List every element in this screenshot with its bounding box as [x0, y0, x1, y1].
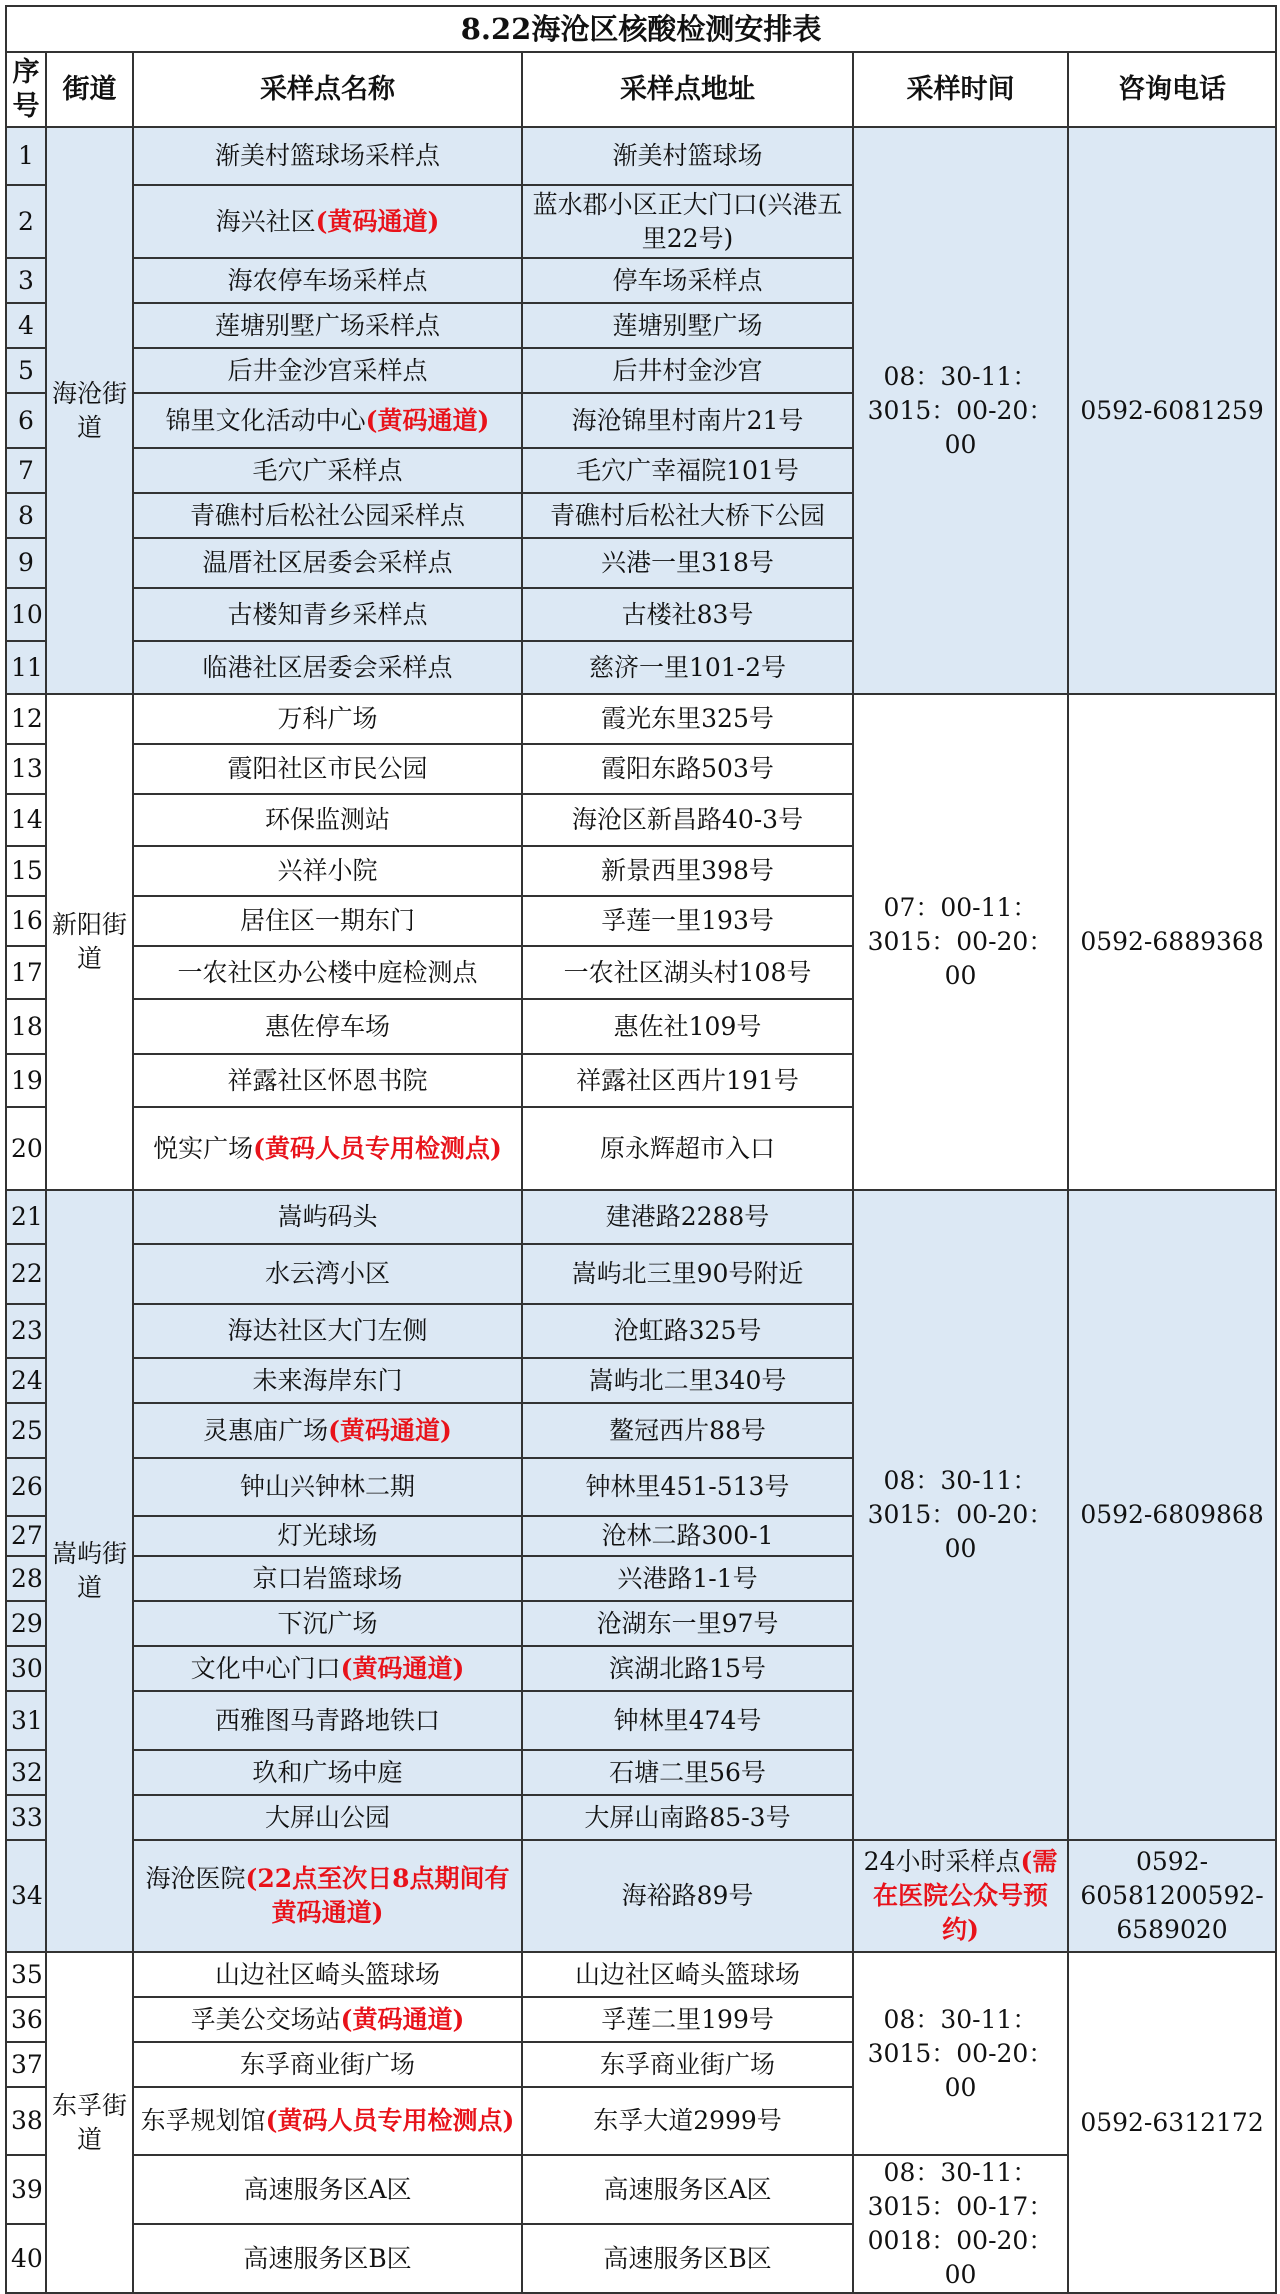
- site-name: 海沧医院: [145, 1864, 246, 1893]
- time-range: 08：30-11：30: [867, 361, 1038, 425]
- table-row: [6, 127, 1276, 185]
- row-index: 16: [6, 896, 46, 946]
- site-name-cell: [133, 694, 522, 744]
- time-24h: 24小时采样点: [863, 1847, 1021, 1876]
- site-note: (黄码人员专用检测点): [265, 2106, 515, 2135]
- site-name-cell: [133, 348, 522, 393]
- row-index: 8: [6, 493, 46, 538]
- yellow-code-tag: (黄码通道): [328, 1415, 452, 1445]
- site-address-cell: 海沧区新昌路40-3号: [522, 794, 853, 846]
- site-name-cell: [133, 1244, 522, 1304]
- site-name-cell: [133, 1516, 522, 1556]
- site-name: 文化中心门口: [190, 1653, 341, 1683]
- site-name: 悦实广场: [153, 1133, 254, 1163]
- time-cell: [853, 2155, 1068, 2293]
- time-range: 15：00-17：00: [867, 2192, 1054, 2255]
- site-address-cell: 海裕路89号: [522, 1840, 853, 1952]
- site-name-cell: [133, 896, 522, 946]
- site-name-cell: [133, 2155, 522, 2224]
- phone-number: 0592-6589020: [1116, 1881, 1264, 1944]
- site-name-cell: [133, 1952, 522, 1997]
- site-address-cell: 停车场采样点: [522, 258, 853, 303]
- site-name: 玖和广场中庭: [252, 1757, 403, 1787]
- table-row: [6, 694, 1276, 744]
- site-name-cell: [133, 999, 522, 1054]
- row-index: 11: [6, 641, 46, 694]
- row-index: 7: [6, 448, 46, 493]
- site-name: 灵惠庙广场: [203, 1415, 329, 1445]
- row-index: 1: [6, 127, 46, 185]
- table-body: [6, 127, 1276, 2293]
- site-name: 山边社区崎头篮球场: [214, 1959, 440, 1989]
- site-name-cell: [133, 185, 522, 258]
- site-address-cell: 钟林里474号: [522, 1691, 853, 1750]
- site-name-cell: [133, 1646, 522, 1691]
- site-name-cell: [133, 303, 522, 348]
- site-name: 东孚规划馆: [140, 2106, 266, 2135]
- site-address-cell: 钟林里451-513号: [522, 1458, 853, 1516]
- site-address-cell: 霞光东里325号: [522, 694, 853, 744]
- header-site-address: 采样点地址: [522, 52, 853, 127]
- phone-cell: [1068, 1840, 1276, 1952]
- site-name-cell: [133, 493, 522, 538]
- header-street: 街道: [46, 52, 133, 127]
- row-index: 25: [6, 1403, 46, 1458]
- row-index: 36: [6, 1997, 46, 2042]
- site-name-cell: [133, 1691, 522, 1750]
- site-address-cell: 沧湖东一里97号: [522, 1601, 853, 1646]
- site-name: 嵩屿码头: [277, 1202, 378, 1231]
- site-address-cell: 兴港路1-1号: [522, 1556, 853, 1601]
- header-row: [6, 52, 1276, 127]
- site-name-cell: [133, 1795, 522, 1840]
- site-address-cell: 滨湖北路15号: [522, 1646, 853, 1691]
- site-name-cell: [133, 846, 522, 896]
- row-index: 39: [6, 2155, 46, 2224]
- site-address-cell: 孚莲二里199号: [522, 1997, 853, 2042]
- yellow-code-tag: (黄码通道): [365, 405, 490, 435]
- row-index: 13: [6, 744, 46, 794]
- row-index: 15: [6, 846, 46, 896]
- site-name: 钟山兴钟林二期: [239, 1472, 415, 1501]
- row-index: 6: [6, 393, 46, 448]
- site-name: 西雅图马青路地铁口: [214, 1705, 440, 1735]
- yellow-code-tag: (黄码通道): [340, 2004, 465, 2034]
- site-name-cell: [133, 1304, 522, 1358]
- site-name-cell: [133, 1750, 522, 1795]
- phone-cell: 0592-6312172: [1068, 1952, 1276, 2293]
- schedule-table: [5, 5, 1277, 2294]
- time-range: 15：00-20：00: [899, 395, 1054, 459]
- site-name-cell: [133, 641, 522, 694]
- time-range: 08：30-11：30: [867, 2158, 1038, 2221]
- row-index: 3: [6, 258, 46, 303]
- site-name-cell: [133, 588, 522, 641]
- site-name-cell: [133, 1107, 522, 1190]
- site-name-cell: [133, 538, 522, 588]
- site-name-cell: [133, 1458, 522, 1516]
- site-name-cell: [133, 1054, 522, 1107]
- site-name-cell: [133, 127, 522, 185]
- site-note: (22点至次日8点期间有黄码: [245, 1864, 510, 1927]
- row-index: 23: [6, 1304, 46, 1358]
- site-name: 海农停车场采样点: [227, 265, 428, 295]
- header-phone: 咨询电话: [1068, 52, 1276, 127]
- site-name: 下沉广场: [277, 1608, 378, 1638]
- site-name: 灯光球场: [277, 1521, 378, 1550]
- site-name: 青礁村后松社公园采样点: [189, 500, 465, 530]
- site-address-cell: 沧虹路325号: [522, 1304, 853, 1358]
- site-address-cell: 原永辉超市入口: [522, 1107, 853, 1190]
- site-name: 一农社区办公楼中庭检测点: [177, 957, 478, 987]
- site-address-cell: 慈济一里101-2号: [522, 641, 853, 694]
- site-name: 毛穴广采样点: [252, 455, 403, 485]
- row-index: 31: [6, 1691, 46, 1750]
- row-index: 37: [6, 2042, 46, 2087]
- row-index: 40: [6, 2224, 46, 2293]
- site-address-cell: 后井村金沙宫: [522, 348, 853, 393]
- site-address-cell: 毛穴广幸福院101号: [522, 448, 853, 493]
- site-name: 兴祥小院: [277, 856, 378, 885]
- time-range: 07：00-11：30: [867, 893, 1038, 956]
- site-name: 后井金沙宫采样点: [227, 355, 428, 385]
- table-row: [6, 1952, 1276, 1997]
- phone-cell: 0592-6081259: [1068, 127, 1276, 694]
- site-address-note: (兴港五里22号): [641, 189, 843, 253]
- site-name-cell: [133, 2042, 522, 2087]
- site-name: 大屏山公园: [264, 1802, 390, 1832]
- site-address-cell: 嵩屿北三里90号附近: [522, 1244, 853, 1304]
- time-cell: [853, 127, 1068, 694]
- site-address-cell: 渐美村篮球场: [522, 127, 853, 185]
- site-name: 居住区一期东门: [239, 906, 415, 935]
- row-index: 14: [6, 794, 46, 846]
- row-index: 26: [6, 1458, 46, 1516]
- site-note-cont: 通道): [321, 1898, 384, 1927]
- site-name: 临港社区居委会采样点: [202, 652, 453, 682]
- time-range: 15：00-20：00: [899, 1500, 1054, 1563]
- phone-cell: 0592-6889368: [1068, 694, 1276, 1190]
- site-note: (黄码人员专用检测点): [253, 1133, 502, 1163]
- site-address-cell: 一农社区湖头村108号: [522, 946, 853, 999]
- site-name: 高速服务区A区: [243, 2174, 412, 2204]
- site-address-cell: 兴港一里318号: [522, 538, 853, 588]
- row-index: 2: [6, 185, 46, 258]
- street-suffix: 街道: [76, 2090, 128, 2154]
- site-address-cell: 孚莲一里193号: [522, 896, 853, 946]
- site-name: 霞阳社区市民公园: [227, 754, 428, 783]
- site-address-cell: 青礁村后松社大桥下公园: [522, 493, 853, 538]
- site-name-cell: [133, 1556, 522, 1601]
- time-cell: [853, 1190, 1068, 1840]
- row-index: 18: [6, 999, 46, 1054]
- site-name-cell: [133, 1358, 522, 1403]
- site-name-cell: [133, 794, 522, 846]
- yellow-code-tag: (黄码通道): [315, 206, 440, 236]
- row-index: 32: [6, 1750, 46, 1795]
- street-cell: [46, 694, 133, 1190]
- site-name: 温厝社区居委会采样点: [202, 548, 453, 577]
- street-cell: [46, 127, 133, 694]
- site-name-cell: [133, 2087, 522, 2155]
- site-name: 莲塘别墅广场采样点: [214, 310, 440, 340]
- phone-number: 0592-6058120: [1080, 1847, 1209, 1910]
- site-name-cell: [133, 946, 522, 999]
- row-index: 4: [6, 303, 46, 348]
- site-address-cell: 海沧锦里村南片21号: [522, 393, 853, 448]
- row-index: 12: [6, 694, 46, 744]
- site-name: 渐美村篮球场采样点: [214, 141, 440, 170]
- site-name-cell: [133, 258, 522, 303]
- time-cell: [853, 1840, 1068, 1952]
- site-address-cell: 古楼社83号: [522, 588, 853, 641]
- site-address: 蓝水郡小区正大门口: [532, 189, 758, 219]
- row-index: 9: [6, 538, 46, 588]
- site-address-cell: 东孚商业街广场: [522, 2042, 853, 2087]
- header-site-name: 采样点名称: [133, 52, 522, 127]
- row-index: 24: [6, 1358, 46, 1403]
- site-name: 孚美公交场站: [190, 2004, 341, 2034]
- street-name: 嵩屿: [51, 1539, 102, 1568]
- site-address-cell: 高速服务区B区: [522, 2224, 853, 2293]
- site-address-cell: 鳌冠西片88号: [522, 1403, 853, 1458]
- site-name: 祥露社区怀恩书院: [227, 1065, 428, 1095]
- row-index: 17: [6, 946, 46, 999]
- site-address-cell: 山边社区崎头篮球场: [522, 1952, 853, 1997]
- site-name-cell: [133, 1601, 522, 1646]
- site-name-cell: [133, 2224, 522, 2293]
- time-range: 08：30-11：30: [867, 1466, 1038, 1529]
- site-name-cell: [133, 393, 522, 448]
- table-title: 8.22海沧区核酸检测安排表: [6, 6, 1276, 52]
- table-row: [6, 1190, 1276, 1244]
- row-index: 22: [6, 1244, 46, 1304]
- row-index: 33: [6, 1795, 46, 1840]
- table-row: [6, 1840, 1276, 1952]
- site-name: 锦里文化活动中心: [165, 405, 366, 435]
- site-name-cell: [133, 448, 522, 493]
- time-note: (需在医院公众: [872, 1847, 1058, 1910]
- row-index: 20: [6, 1107, 46, 1190]
- site-address-cell: 新景西里398号: [522, 846, 853, 896]
- street-name: 东孚: [51, 2090, 102, 2120]
- time-range: 18：00-20：00: [899, 2226, 1054, 2289]
- yellow-code-tag: (黄码通道): [340, 1653, 465, 1683]
- site-address-cell: 霞阳东路503号: [522, 744, 853, 794]
- site-address-cell: 莲塘别墅广场: [522, 303, 853, 348]
- site-name: 惠佐停车场: [264, 1011, 390, 1041]
- street-cell: [46, 1190, 133, 1952]
- site-name-cell: [133, 1403, 522, 1458]
- site-address-cell: 嵩屿北二里340号: [522, 1358, 853, 1403]
- time-range: 08：30-11：30: [867, 2004, 1038, 2068]
- site-address-cell: 石塘二里56号: [522, 1750, 853, 1795]
- site-name: 水云湾小区: [264, 1259, 390, 1288]
- site-name: 环保监测站: [264, 805, 390, 834]
- street-name: 新阳: [51, 910, 102, 939]
- site-address-cell: 东孚大道2999号: [522, 2087, 853, 2155]
- row-index: 27: [6, 1516, 46, 1556]
- street-cell: [46, 1952, 133, 2293]
- site-address-cell: 祥露社区西片191号: [522, 1054, 853, 1107]
- site-name-cell: [133, 744, 522, 794]
- time-range: 15：00-20：00: [899, 2038, 1054, 2102]
- row-index: 19: [6, 1054, 46, 1107]
- site-name: 古楼知青乡采样点: [227, 599, 428, 629]
- row-index: 10: [6, 588, 46, 641]
- row-index: 34: [6, 1840, 46, 1952]
- site-address-cell: 高速服务区A区: [522, 2155, 853, 2224]
- street-suffix: 街道: [76, 1539, 128, 1602]
- time-range: 15：00-20：00: [899, 927, 1054, 990]
- header-index: 序 号: [6, 52, 46, 127]
- street-suffix: 街道: [76, 378, 128, 442]
- row-index: 5: [6, 348, 46, 393]
- site-address-cell: 沧林二路300-1: [522, 1516, 853, 1556]
- site-address-cell: 惠佐社109号: [522, 999, 853, 1054]
- site-name: 东孚商业街广场: [239, 2049, 415, 2079]
- row-index: 21: [6, 1190, 46, 1244]
- row-index: 28: [6, 1556, 46, 1601]
- time-note-cont: 号预约): [942, 1881, 1049, 1944]
- site-name: 海兴社区: [215, 206, 316, 236]
- site-name: 高速服务区B区: [243, 2243, 412, 2273]
- site-name: 万科广场: [277, 704, 378, 733]
- site-address-cell: [522, 185, 853, 258]
- time-cell: [853, 694, 1068, 1190]
- row-index: 29: [6, 1601, 46, 1646]
- site-name-cell: [133, 1840, 522, 1952]
- row-index: 30: [6, 1646, 46, 1691]
- site-name: 京口岩篮球场: [252, 1563, 403, 1593]
- street-name: 海沧: [51, 378, 102, 408]
- site-name: 未来海岸东门: [252, 1365, 403, 1395]
- time-cell: [853, 1952, 1068, 2155]
- row-index: 38: [6, 2087, 46, 2155]
- site-name-cell: [133, 1997, 522, 2042]
- header-sampling-time: 采样时间: [853, 52, 1068, 127]
- site-address-cell: 大屏山南路85-3号: [522, 1795, 853, 1840]
- row-index: 35: [6, 1952, 46, 1997]
- street-suffix: 街道: [76, 910, 128, 973]
- phone-cell: 0592-6809868: [1068, 1190, 1276, 1840]
- site-name-cell: [133, 1190, 522, 1244]
- site-name: 海达社区大门左侧: [227, 1316, 428, 1345]
- site-address-cell: 建港路2288号: [522, 1190, 853, 1244]
